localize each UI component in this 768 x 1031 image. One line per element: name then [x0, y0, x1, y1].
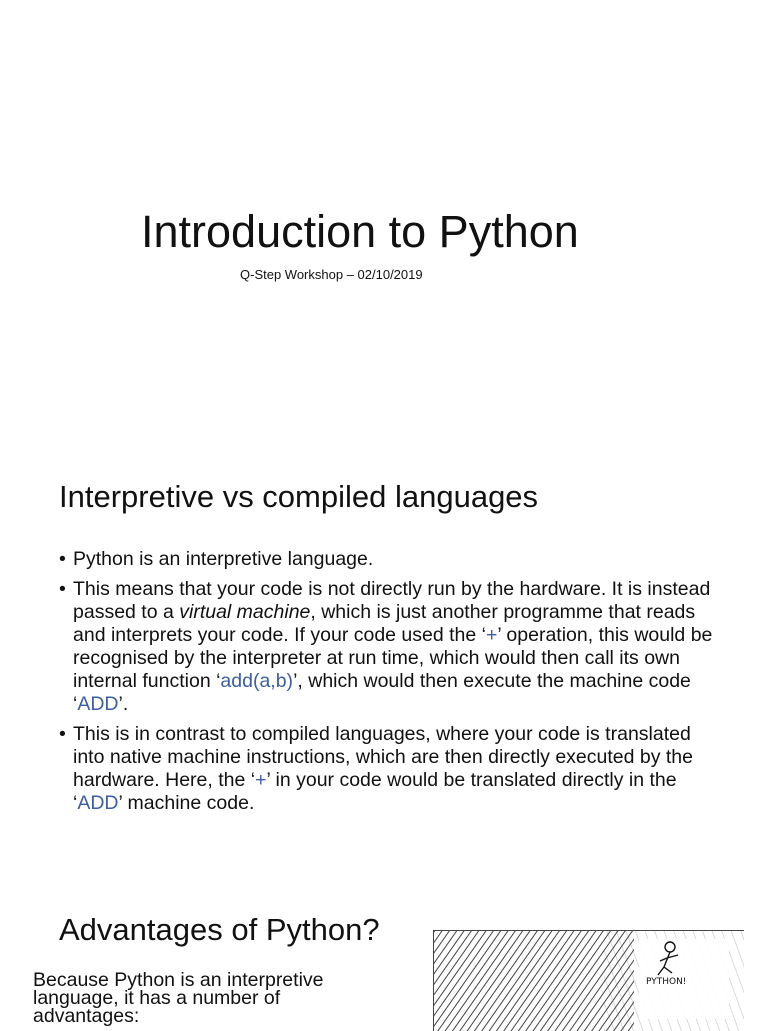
section-heading: Advantages of Python?	[59, 912, 380, 947]
bullet-item	[59, 548, 719, 571]
bullet-text: ’ operation, this would be recognised by the interpreter at run time, which would then call its own internal function ‘	[73, 624, 713, 692]
bullet-text: Python is an interpretive language.	[73, 548, 374, 570]
code-text: +	[486, 624, 498, 646]
bullet-text: ’ machine code.	[118, 792, 255, 814]
bullet-text: This means that your code is not directly run by the hardware. It is instead passed to a	[73, 578, 711, 623]
bullet-dot-icon: •	[59, 578, 66, 600]
section-heading: Interpretive vs compiled languages	[59, 479, 539, 514]
emphasis-text: virtual machine	[179, 601, 311, 623]
code-text: add(a,b)	[220, 670, 294, 692]
slide-subtitle: Q-Step Workshop – 02/10/2019	[240, 267, 423, 282]
bullet-text: This is in contrast to compiled languages, where your code is translated into native machine instructions, which are then directly executed by the hardware. Here, the ‘	[73, 723, 694, 791]
bullet-dot-icon: •	[59, 723, 66, 745]
bullet-text: ’ in your code would be translated directly in the ‘	[73, 769, 677, 814]
body-text: Because Python is an interpretive language, it has a number of advantages:	[33, 969, 324, 1027]
bullet-item	[59, 578, 719, 716]
code-text: ADD	[77, 792, 119, 814]
comic-illustration	[434, 931, 744, 1031]
bullet-item	[59, 723, 719, 815]
slide-title: Introduction to Python	[141, 206, 579, 257]
bullet-text: ’.	[118, 693, 129, 715]
bullet-list	[59, 548, 719, 822]
bullet-dot-icon: •	[59, 548, 66, 570]
code-text: +	[255, 769, 267, 791]
bullet-text: ’, which would then execute the machine code ‘	[73, 670, 691, 715]
bullet-text: , which is just another programme that reads and interprets your code. If your code used the ‘	[73, 601, 696, 646]
code-text: ADD	[77, 693, 119, 715]
comic-image	[433, 930, 744, 1031]
comic-caption: PYTHON!	[646, 977, 687, 987]
